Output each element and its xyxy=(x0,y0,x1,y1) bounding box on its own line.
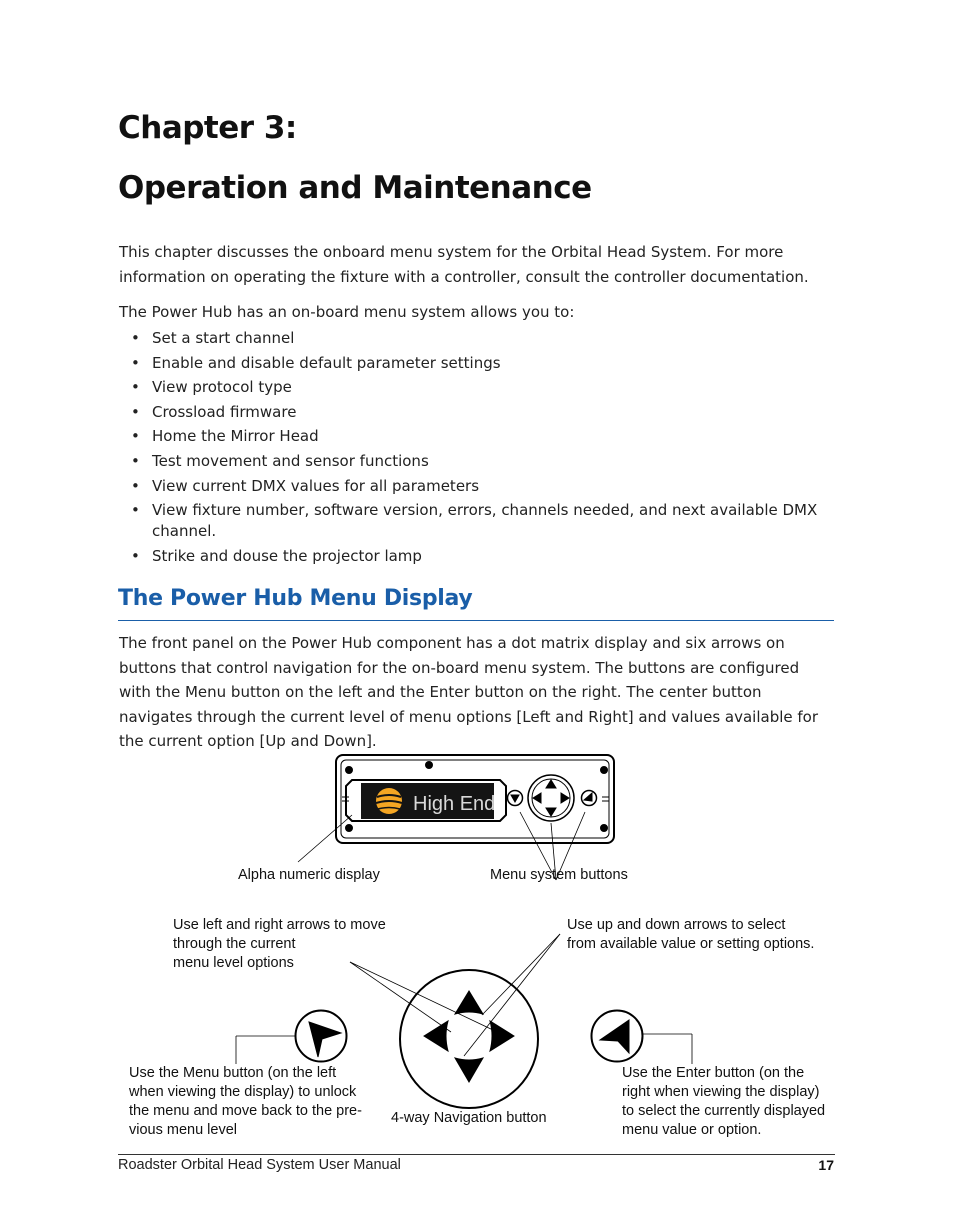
label-menu-button-line1: Use the Menu button (on the left xyxy=(129,1065,337,1081)
label-left-right-line3: menu level options xyxy=(173,955,294,971)
chapter-title: Operation and Maintenance xyxy=(118,170,592,206)
bullet-item: • View fixture number, software version, errors, channels needed, and next available DMX channel. xyxy=(119,500,834,542)
enter-button-large xyxy=(592,1011,643,1062)
label-left-right-line2: through the current xyxy=(173,936,296,952)
bullet-item: • Enable and disable default parameter settings xyxy=(119,353,834,374)
footer-page-number: 17 xyxy=(818,1157,834,1173)
screw-icon xyxy=(601,825,608,832)
label-enter-button-line4: menu value or option. xyxy=(622,1122,762,1138)
menu-lead-paragraph: The Power Hub has an on-board menu system allows you to: xyxy=(119,303,575,321)
down-arrow-icon xyxy=(546,808,556,816)
section-paragraph: The front panel on the Power Hub component has a dot matrix display and six arrows on buttons that control navigation for the on-board menu system. The buttons are configured with the Menu button on the left and the Enter button on the right. The center button navigates through the current level of menu options [Left and Right] and values available for the current option [Up and Down]. xyxy=(119,634,819,750)
bullet-item: • Test movement and sensor functions xyxy=(119,451,834,472)
nav-down-icon xyxy=(455,1058,483,1082)
section-heading: The Power Hub Menu Display xyxy=(118,586,473,611)
screw-icon xyxy=(426,762,433,769)
screw-icon xyxy=(346,767,353,774)
intro-paragraph: This chapter discusses the onboard menu system for the Orbital Head System. For more information on operating the fixture with a controller, consult the controller documentation. xyxy=(119,243,809,286)
right-arrow-icon xyxy=(561,793,569,803)
nav-up-icon xyxy=(455,991,483,1014)
bullet-item: • Set a start channel xyxy=(119,328,834,349)
label-left-right-line1: Use left and right arrows to move xyxy=(173,917,386,933)
label-enter-button-line2: right when viewing the display) xyxy=(622,1084,820,1100)
bullet-item: • Crossload firmware xyxy=(119,402,834,423)
display-text: High End xyxy=(413,793,496,815)
footer-manual-title: Roadster Orbital Head System User Manual xyxy=(118,1157,401,1173)
bullet-item: • Strike and douse the projector lamp xyxy=(119,546,834,567)
label-up-down-line1: Use up and down arrows to select xyxy=(567,917,786,933)
screw-icon xyxy=(601,767,608,774)
enter-arrow-large-icon xyxy=(600,1020,629,1053)
menu-arrow-large-icon xyxy=(309,1022,341,1057)
bullet-item: • View current DMX values for all parameters xyxy=(119,476,834,497)
left-arrow-icon xyxy=(533,793,541,803)
alpha-numeric-display xyxy=(361,783,495,819)
label-enter-button-line1: Use the Enter button (on the xyxy=(622,1065,805,1081)
nav-left-icon xyxy=(424,1021,448,1051)
label-menu-system-buttons: Menu system buttons xyxy=(490,867,628,883)
label-menu-button-line2: when viewing the display) to unlock xyxy=(129,1084,357,1100)
nav-button-large xyxy=(400,970,538,1108)
chapter-number: Chapter 3: xyxy=(118,110,297,146)
label-enter-button-line3: to select the currently displayed xyxy=(622,1103,826,1119)
menu-arrow-icon xyxy=(511,795,519,802)
label-menu-button-line4: vious menu level xyxy=(129,1122,237,1138)
footer-divider xyxy=(118,1154,835,1155)
up-arrow-icon xyxy=(546,780,556,788)
screw-icon xyxy=(346,825,353,832)
label-alpha-numeric-display: Alpha numeric display xyxy=(238,867,380,883)
nav-right-icon xyxy=(490,1021,514,1051)
bullet-item: • View protocol type xyxy=(119,377,834,398)
label-up-down-line2: from available value or setting options. xyxy=(567,936,815,952)
enter-arrow-icon xyxy=(584,793,592,801)
bullet-item: • Home the Mirror Head xyxy=(119,426,834,447)
label-nav-button: 4-way Navigation button xyxy=(391,1110,547,1126)
label-menu-button-line3: the menu and move back to the pre- xyxy=(129,1103,362,1119)
menu-button-large xyxy=(296,1011,347,1062)
